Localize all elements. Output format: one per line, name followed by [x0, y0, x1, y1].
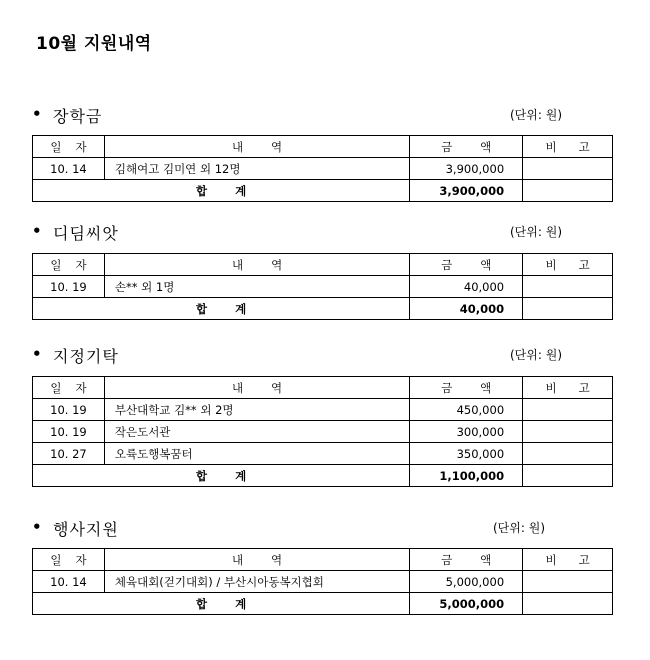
total-amount: 3,900,000: [410, 180, 523, 202]
cell-date: 10. 27: [33, 443, 105, 465]
cell-amount: 40,000: [410, 276, 523, 298]
header-note: 비 고: [523, 549, 613, 571]
cell-note: [523, 443, 613, 465]
cell-desc: 김해여고 김미연 외 12명: [104, 158, 409, 180]
total-amount: 40,000: [410, 298, 523, 320]
table-row: [33, 276, 613, 298]
cell-date: 10. 14: [33, 571, 105, 593]
section-title: 지정기탁: [53, 347, 119, 366]
section-header: [32, 518, 613, 540]
total-row: [33, 180, 613, 202]
page-title: 10월 지원내역: [36, 34, 152, 54]
cell-date: 10. 14: [33, 158, 105, 180]
cell-amount: 300,000: [410, 421, 523, 443]
header-desc: 내 역: [104, 377, 409, 399]
support-table: [32, 253, 613, 320]
table-row: [33, 443, 613, 465]
total-note: [523, 465, 613, 487]
cell-desc: 체육대회(걷기대회) / 부산시아동복지협회: [104, 571, 409, 593]
support-table: [32, 376, 613, 487]
unit-label: (단위: 원): [510, 225, 562, 239]
header-date: 일 자: [33, 377, 105, 399]
section-header: [32, 105, 613, 127]
header-desc: 내 역: [104, 136, 409, 158]
total-row: [33, 593, 613, 615]
table-header-row: [33, 549, 613, 571]
total-label: 합 계: [33, 465, 410, 487]
header-amount: 금 액: [410, 136, 523, 158]
cell-note: [523, 276, 613, 298]
table-row: [33, 158, 613, 180]
section-title: 장학금: [53, 107, 103, 126]
cell-note: [523, 158, 613, 180]
header-amount: 금 액: [410, 549, 523, 571]
header-amount: 금 액: [410, 254, 523, 276]
header-note: 비 고: [523, 254, 613, 276]
section-header: [32, 345, 613, 367]
cell-note: [523, 399, 613, 421]
section-designated-donation: [32, 345, 613, 483]
bullet-icon: •: [32, 518, 42, 536]
unit-label: (단위: 원): [510, 348, 562, 362]
total-note: [523, 298, 613, 320]
section-title: 행사지원: [53, 520, 119, 539]
bullet-icon: •: [32, 222, 42, 240]
total-amount: 1,100,000: [410, 465, 523, 487]
cell-note: [523, 571, 613, 593]
section-scholarship: [32, 105, 613, 198]
table-header-row: [33, 254, 613, 276]
cell-date: 10. 19: [33, 421, 105, 443]
cell-desc: 작은도서관: [104, 421, 409, 443]
section-header: [32, 222, 613, 244]
cell-desc: 부산대학교 김** 외 2명: [104, 399, 409, 421]
cell-amount: 450,000: [410, 399, 523, 421]
total-row: [33, 465, 613, 487]
table-row: [33, 399, 613, 421]
total-label: 합 계: [33, 180, 410, 202]
table-header-row: [33, 377, 613, 399]
total-row: [33, 298, 613, 320]
table-row: [33, 571, 613, 593]
total-label: 합 계: [33, 593, 410, 615]
cell-amount: 350,000: [410, 443, 523, 465]
total-label: 합 계: [33, 298, 410, 320]
unit-label: (단위: 원): [510, 108, 562, 122]
header-amount: 금 액: [410, 377, 523, 399]
cell-amount: 3,900,000: [410, 158, 523, 180]
header-desc: 내 역: [104, 549, 409, 571]
section-event-support: [32, 518, 613, 611]
cell-date: 10. 19: [33, 276, 105, 298]
cell-amount: 5,000,000: [410, 571, 523, 593]
support-table: [32, 548, 613, 615]
section-title: 디딤씨앗: [53, 224, 119, 243]
unit-label: (단위: 원): [493, 521, 545, 535]
header-date: 일 자: [33, 136, 105, 158]
header-desc: 내 역: [104, 254, 409, 276]
total-note: [523, 180, 613, 202]
header-date: 일 자: [33, 549, 105, 571]
support-table: [32, 135, 613, 202]
bullet-icon: •: [32, 345, 42, 363]
bullet-icon: •: [32, 105, 42, 123]
cell-date: 10. 19: [33, 399, 105, 421]
total-note: [523, 593, 613, 615]
header-date: 일 자: [33, 254, 105, 276]
table-header-row: [33, 136, 613, 158]
cell-desc: 오륙도행복꿈터: [104, 443, 409, 465]
cell-desc: 손** 외 1명: [104, 276, 409, 298]
header-note: 비 고: [523, 377, 613, 399]
table-row: [33, 421, 613, 443]
section-didim-seed: [32, 222, 613, 316]
header-note: 비 고: [523, 136, 613, 158]
cell-note: [523, 421, 613, 443]
total-amount: 5,000,000: [410, 593, 523, 615]
